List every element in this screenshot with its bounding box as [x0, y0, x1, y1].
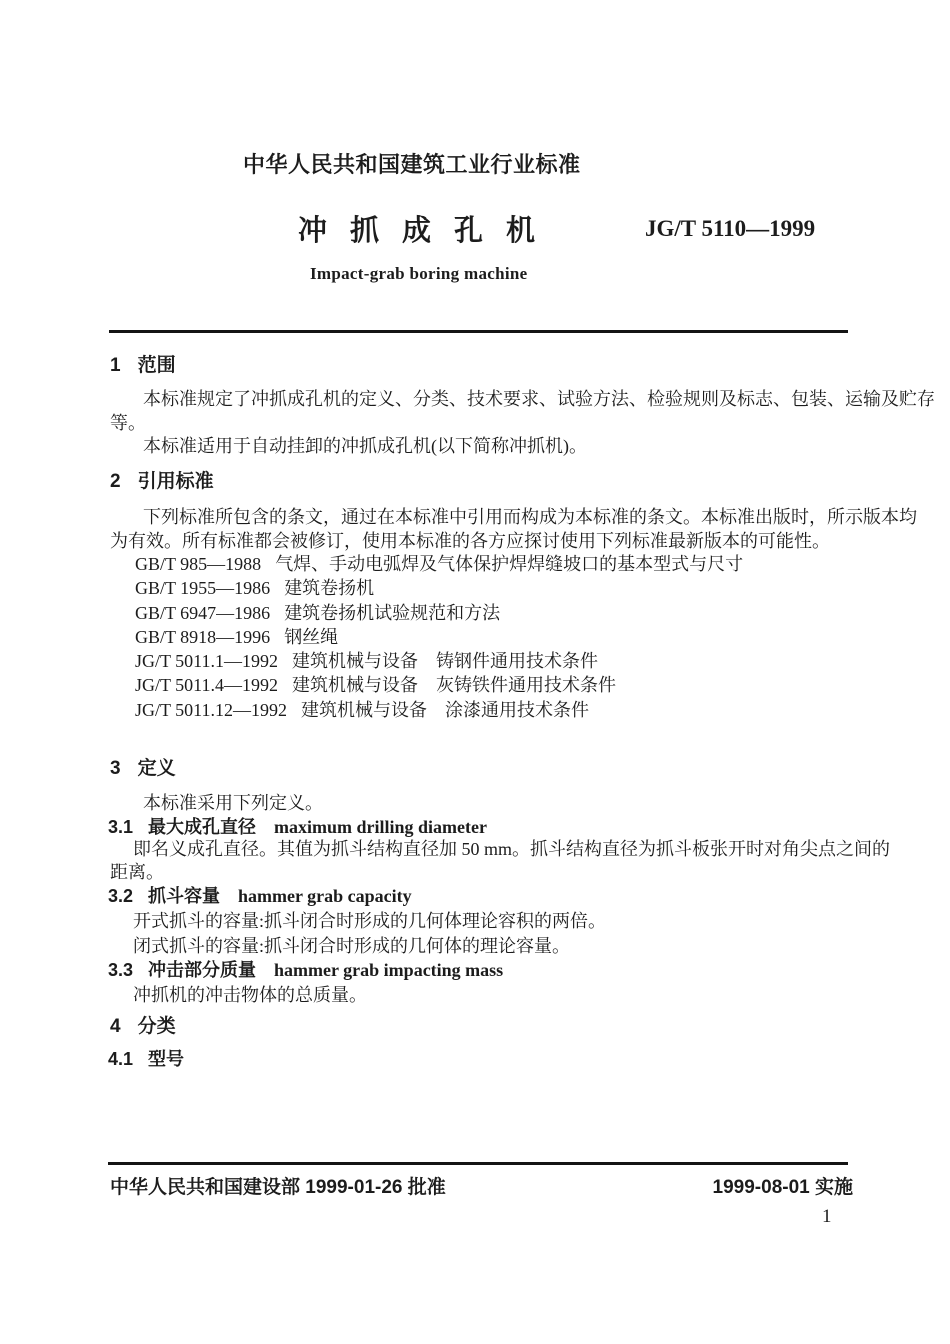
standard-reference-title: 建筑卷扬机试验规范和方法	[284, 603, 501, 623]
standard-class-label: 中华人民共和国建筑工业行业标准	[243, 152, 581, 177]
standard-reference-item	[135, 602, 500, 624]
standard-reference-title: 建筑机械与设备 涂漆通用技术条件	[301, 700, 590, 720]
section-number: 2	[110, 471, 121, 492]
definition-term: 最大成孔直径	[148, 817, 257, 837]
standard-reference-code: GB/T 6947—1986	[135, 603, 271, 623]
definition-term-english: hammer grab capacity	[238, 886, 412, 906]
paragraph: 闭式抓斗的容量:抓斗闭合时形成的几何体的理论容量。	[133, 936, 570, 956]
footer-approval: 中华人民共和国建设部 1999-01-26 批准	[110, 1177, 446, 1198]
standard-reference-code: GB/T 8918—1996	[135, 627, 271, 647]
section-label: 定义	[137, 758, 176, 779]
standard-reference-title: 钢丝绳	[284, 627, 339, 647]
section-heading-classification	[110, 1016, 176, 1038]
paragraph: 为有效。所有标准都会被修订，使用本标准的各方应探讨使用下列标准最新版本的可能性。	[110, 531, 830, 551]
subsection-number: 4.1	[108, 1049, 134, 1069]
definition-number: 3.2	[108, 886, 134, 906]
section-label: 分类	[137, 1016, 176, 1037]
section-label: 引用标准	[137, 471, 214, 492]
paragraph: 开式抓斗的容量:抓斗闭合时形成的几何体理论容积的两倍。	[133, 911, 606, 931]
footer-rule	[108, 1162, 848, 1165]
definition-term: 冲击部分质量	[148, 960, 257, 980]
subsection-term: 型号	[148, 1049, 185, 1069]
section-number: 3	[110, 758, 121, 779]
paragraph: 即名义成孔直径。其值为抓斗结构直径加 50 mm。抓斗结构直径为抓斗板张开时对角尖点之间的	[133, 839, 890, 859]
page-number: 1	[822, 1206, 832, 1227]
standard-reference-item	[135, 650, 598, 672]
paragraph: 等。	[110, 413, 146, 433]
header-rule	[109, 330, 848, 333]
paragraph: 下列标准所包含的条文，通过在本标准中引用而构成为本标准的条文。本标准出版时，所示版本均	[143, 507, 917, 527]
standard-reference-item	[135, 674, 616, 696]
standard-reference-title: 气焊、手动电弧焊及气体保护焊焊缝坡口的基本型式与尺寸	[275, 554, 744, 574]
standard-reference-item	[135, 699, 589, 721]
paragraph: 本标准规定了冲抓成孔机的定义、分类、技术要求、试验方法、检验规则及标志、包装、运输及贮存	[143, 389, 935, 409]
definition-number: 3.1	[108, 817, 134, 837]
section-number: 4	[110, 1016, 121, 1037]
definition-term-english: maximum drilling diameter	[274, 817, 488, 837]
paragraph: 冲抓机的冲击物体的总质量。	[133, 985, 367, 1005]
section-heading-definitions	[110, 758, 176, 780]
standard-reference-item	[135, 626, 338, 648]
definition-term-english: hammer grab impacting mass	[274, 960, 504, 980]
document-title-english: Impact-grab boring machine	[310, 264, 528, 283]
standard-reference-code: GB/T 1955—1986	[135, 578, 271, 598]
standard-reference-item	[135, 577, 374, 599]
section-label: 范围	[137, 355, 176, 376]
definition-heading	[108, 816, 487, 838]
section-heading-references	[110, 471, 214, 493]
paragraph: 本标准采用下列定义。	[143, 793, 323, 813]
standard-reference-code: JG/T 5011.1—1992	[135, 651, 279, 671]
standard-reference-code: GB/T 985—1988	[135, 554, 262, 574]
definition-heading	[108, 885, 412, 907]
definition-number: 3.3	[108, 960, 134, 980]
standard-reference-title: 建筑机械与设备 灰铸铁件通用技术条件	[292, 675, 617, 695]
standard-reference-item	[135, 553, 743, 575]
standard-reference-title: 建筑机械与设备 铸钢件通用技术条件	[292, 651, 599, 671]
definition-heading	[108, 959, 503, 981]
footer-implementation: 1999-08-01 实施	[712, 1177, 853, 1198]
subsection-heading-model	[108, 1048, 184, 1070]
standard-code: JG/T 5110—1999	[645, 216, 816, 241]
document-title: 冲抓成孔机	[298, 215, 559, 247]
paragraph: 本标准适用于自动挂卸的冲抓成孔机(以下简称冲抓机)。	[143, 436, 587, 456]
standard-reference-code: JG/T 5011.4—1992	[135, 675, 279, 695]
standard-reference-code: JG/T 5011.12—1992	[135, 700, 288, 720]
section-heading-scope	[110, 355, 176, 377]
definition-term: 抓斗容量	[148, 886, 221, 906]
standard-reference-title: 建筑卷扬机	[284, 578, 375, 598]
paragraph: 距离。	[110, 862, 164, 882]
section-number: 1	[110, 355, 121, 376]
